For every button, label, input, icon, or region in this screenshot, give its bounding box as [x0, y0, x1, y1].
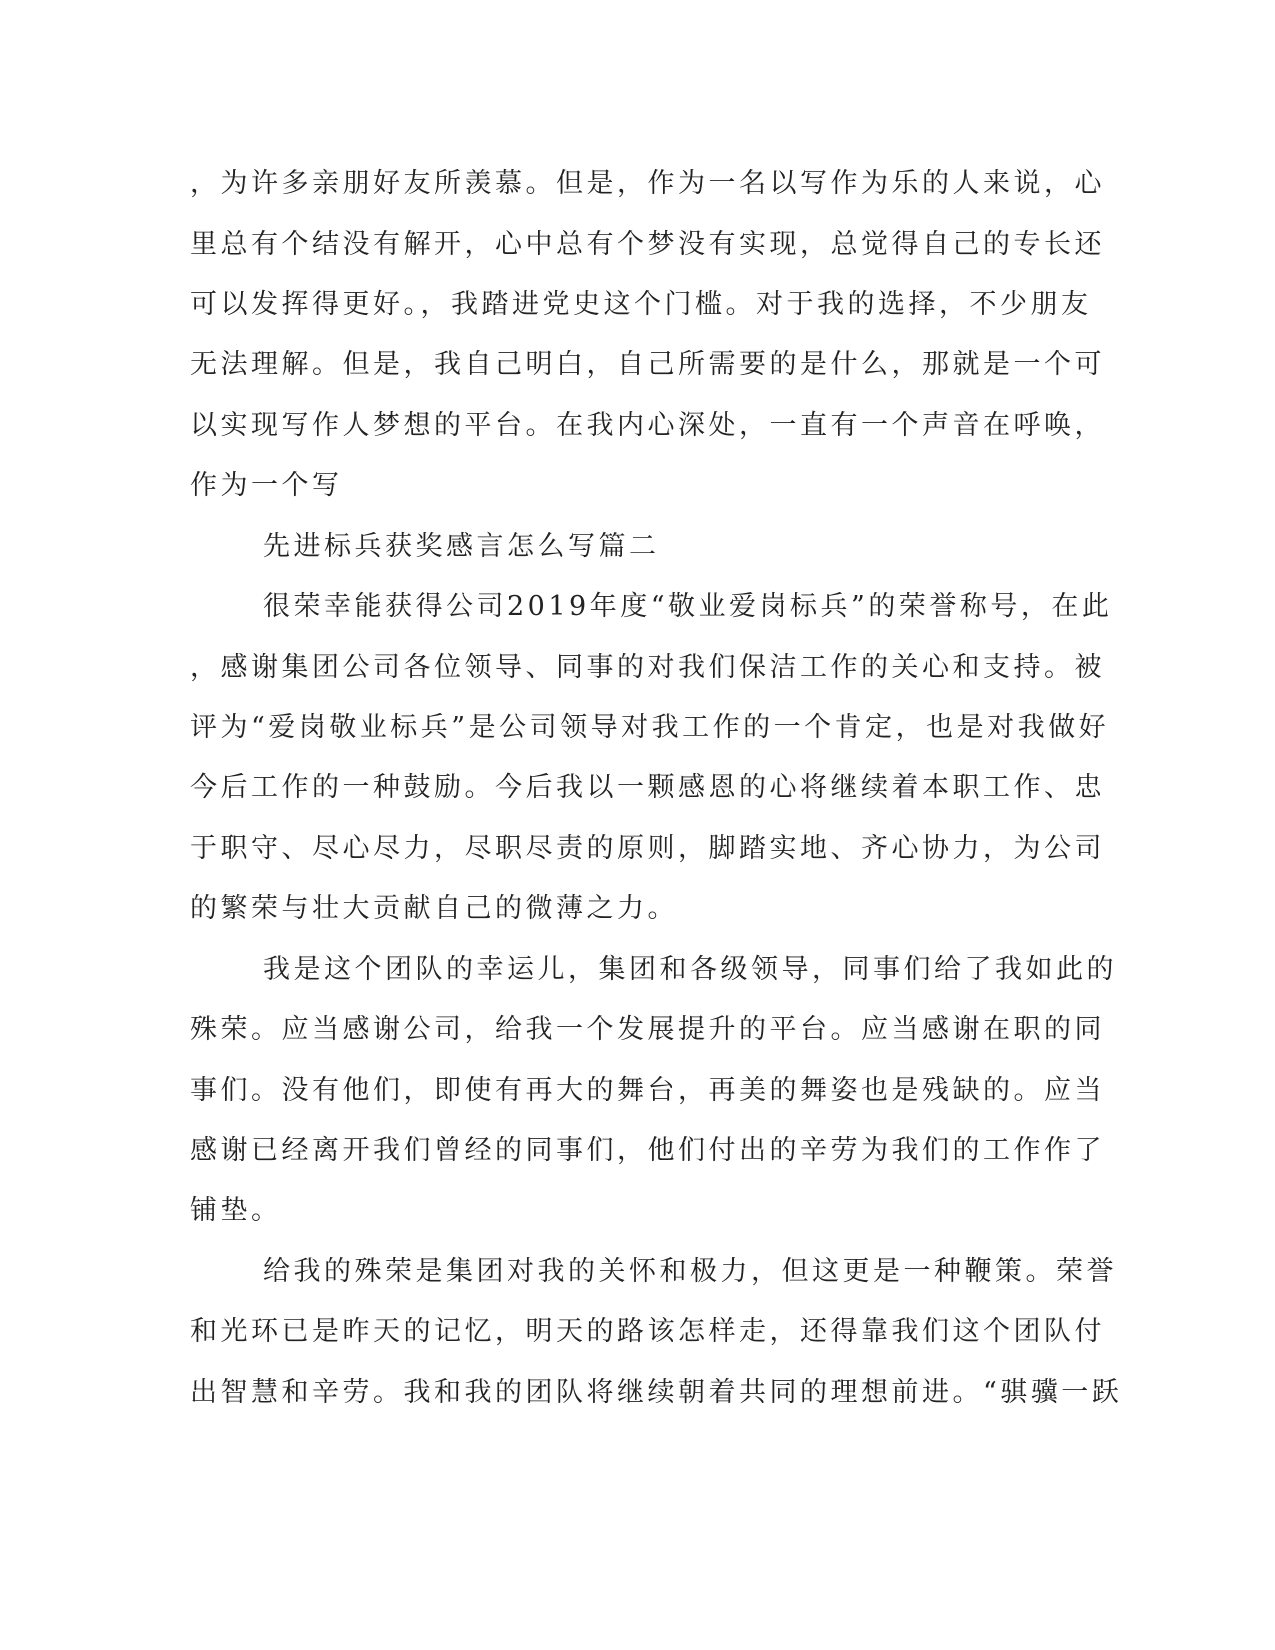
text-line: 殊荣。应当感谢公司，给我一个发展提升的平台。应当感谢在职的同 — [190, 1014, 1105, 1045]
text-line: 很荣幸能获得公司2019年度“敬业爱岗标兵”的荣誉称号，在此 — [263, 591, 1113, 622]
text-line: 今后工作的一种鼓励。今后我以一颗感恩的心将继续着本职工作、忠 — [190, 772, 1105, 803]
text-line: 无法理解。但是，我自己明白，自己所需要的是什么，那就是一个可 — [190, 349, 1105, 380]
text-line: 事们。没有他们，即使有再大的舞台，再美的舞姿也是残缺的。应当 — [190, 1075, 1105, 1106]
text-line: ，感谢集团公司各位领导、同事的对我们保洁工作的关心和支持。被 — [190, 652, 1105, 683]
text-line: 给我的殊荣是集团对我的关怀和极力，但这更是一种鞭策。荣誉 — [263, 1256, 1117, 1287]
text-line: 评为“爱岗敬业标兵”是公司领导对我工作的一个肯定，也是对我做好 — [190, 712, 1110, 743]
text-line: 我是这个团队的幸运儿，集团和各级领导，同事们给了我如此的 — [263, 954, 1117, 985]
text-line: ，为许多亲朋好友所羡慕。但是，作为一名以写作为乐的人来说，心 — [190, 168, 1105, 199]
section-heading: 先进标兵获奖感言怎么写篇二 — [263, 531, 660, 562]
text-line: 和光环已是昨天的记忆，明天的路该怎样走，还得靠我们这个团队付 — [190, 1316, 1105, 1347]
text-line: 出智慧和辛劳。我和我的团队将继续朝着共同的理想前进。“骐骥一跃 — [190, 1377, 1123, 1408]
text-line: 铺垫。 — [190, 1195, 282, 1226]
text-line: 可以发挥得更好。，我踏进党史这个门槛。对于我的选择，不少朋友 — [190, 289, 1092, 320]
text-line: 于职守、尽心尽力，尽职尽责的原则，脚踏实地、齐心协力，为公司 — [190, 833, 1105, 864]
text-line: 里总有个结没有解开，心中总有个梦没有实现，总觉得自己的专长还 — [190, 229, 1105, 260]
text-line: 感谢已经离开我们曾经的同事们，他们付出的辛劳为我们的工作作了 — [190, 1135, 1105, 1166]
text-line: 作为一个写 — [190, 470, 343, 501]
text-line: 以实现写作人梦想的平台。在我内心深处，一直有一个声音在呼唤， — [190, 410, 1105, 441]
text-line: 的繁荣与壮大贡献自己的微薄之力。 — [190, 893, 678, 924]
